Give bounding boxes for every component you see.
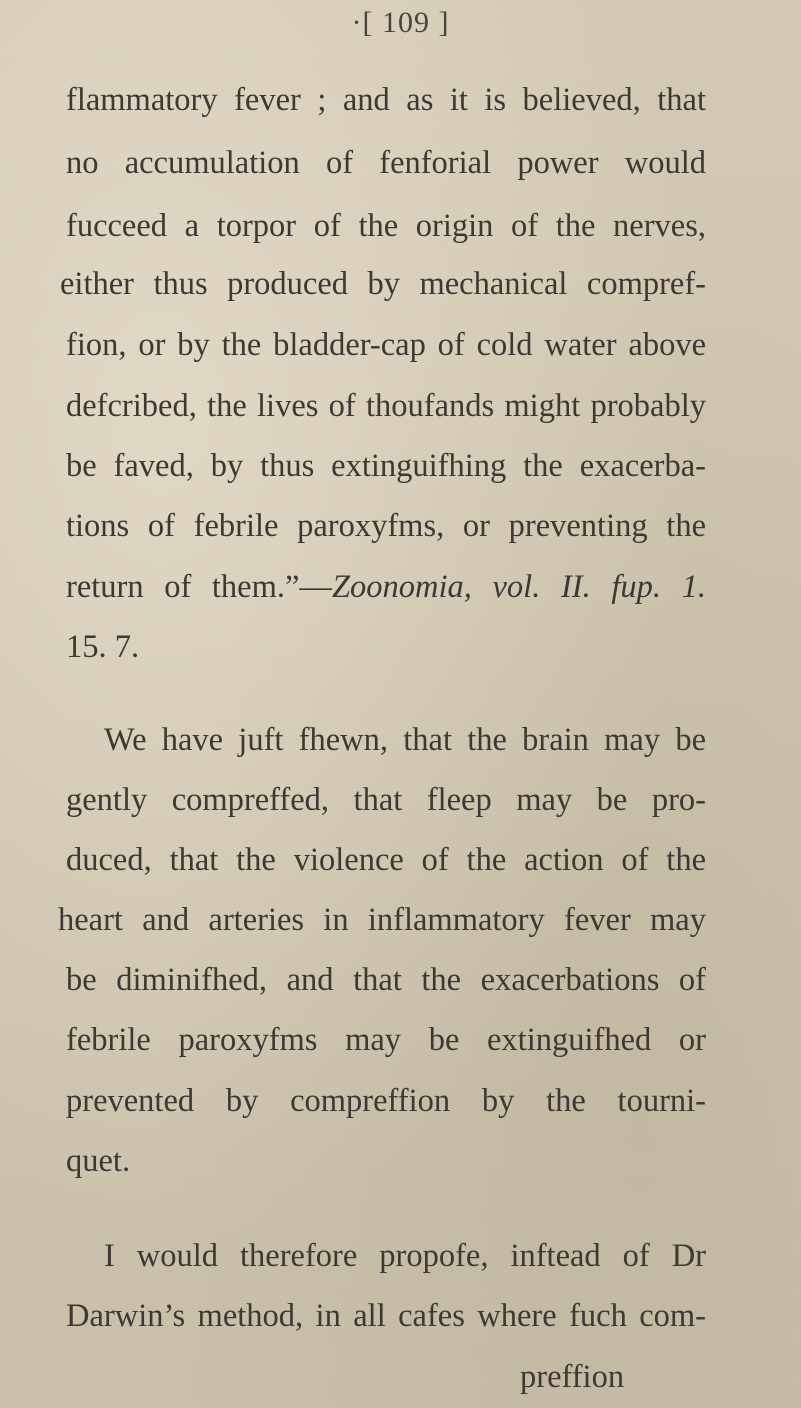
text-line: either thus produced by mechanical compref- [60,266,706,302]
text-line: duced, that the violence of the action of the [66,842,706,878]
text-line: fion, or by the bladder-cap of cold water above [66,327,706,363]
text-line: febrile paroxyfms may be extinguifhed or [66,1022,706,1058]
text-line-with-citation [66,567,706,607]
text-line: tions of febrile paroxyfms, or preventing the [66,508,706,544]
text-line: defcribed, the lives of thoufands might probably [66,388,706,424]
text-line: Darwin’s method, in all cafes where fuch com- [66,1298,706,1334]
text-line: We have juft fhewn, that the brain may be [104,722,706,758]
citation: Zoonomia, vol. II. fup. 1. [331,569,706,605]
text-line: quet. [66,1143,131,1179]
text-line: fucceed a torpor of the origin of the nerves, [66,208,706,244]
text-line: flammatory fever ; and as it is believed, that [66,82,706,118]
text-line: be diminifhed, and that the exacerbations of [66,962,706,998]
catchword: preffion [520,1359,625,1395]
text-line: be faved, by thus extinguifhing the exacerba- [66,448,706,484]
text-line: heart and arteries in inflammatory fever may [58,902,706,938]
page-number: ·[ 109 ] [351,6,450,39]
text-line: gently compreffed, that fleep may be pro- [66,782,706,818]
text-line: 15. 7. [66,629,140,665]
text-line: I would therefore propofe, inftead of Dr [104,1238,706,1274]
text-line: prevented by compreffion by the tourni- [66,1083,706,1119]
text-line: no accumulation of fenforial power would [66,145,706,181]
quote-end: return of them.”— [66,569,332,605]
